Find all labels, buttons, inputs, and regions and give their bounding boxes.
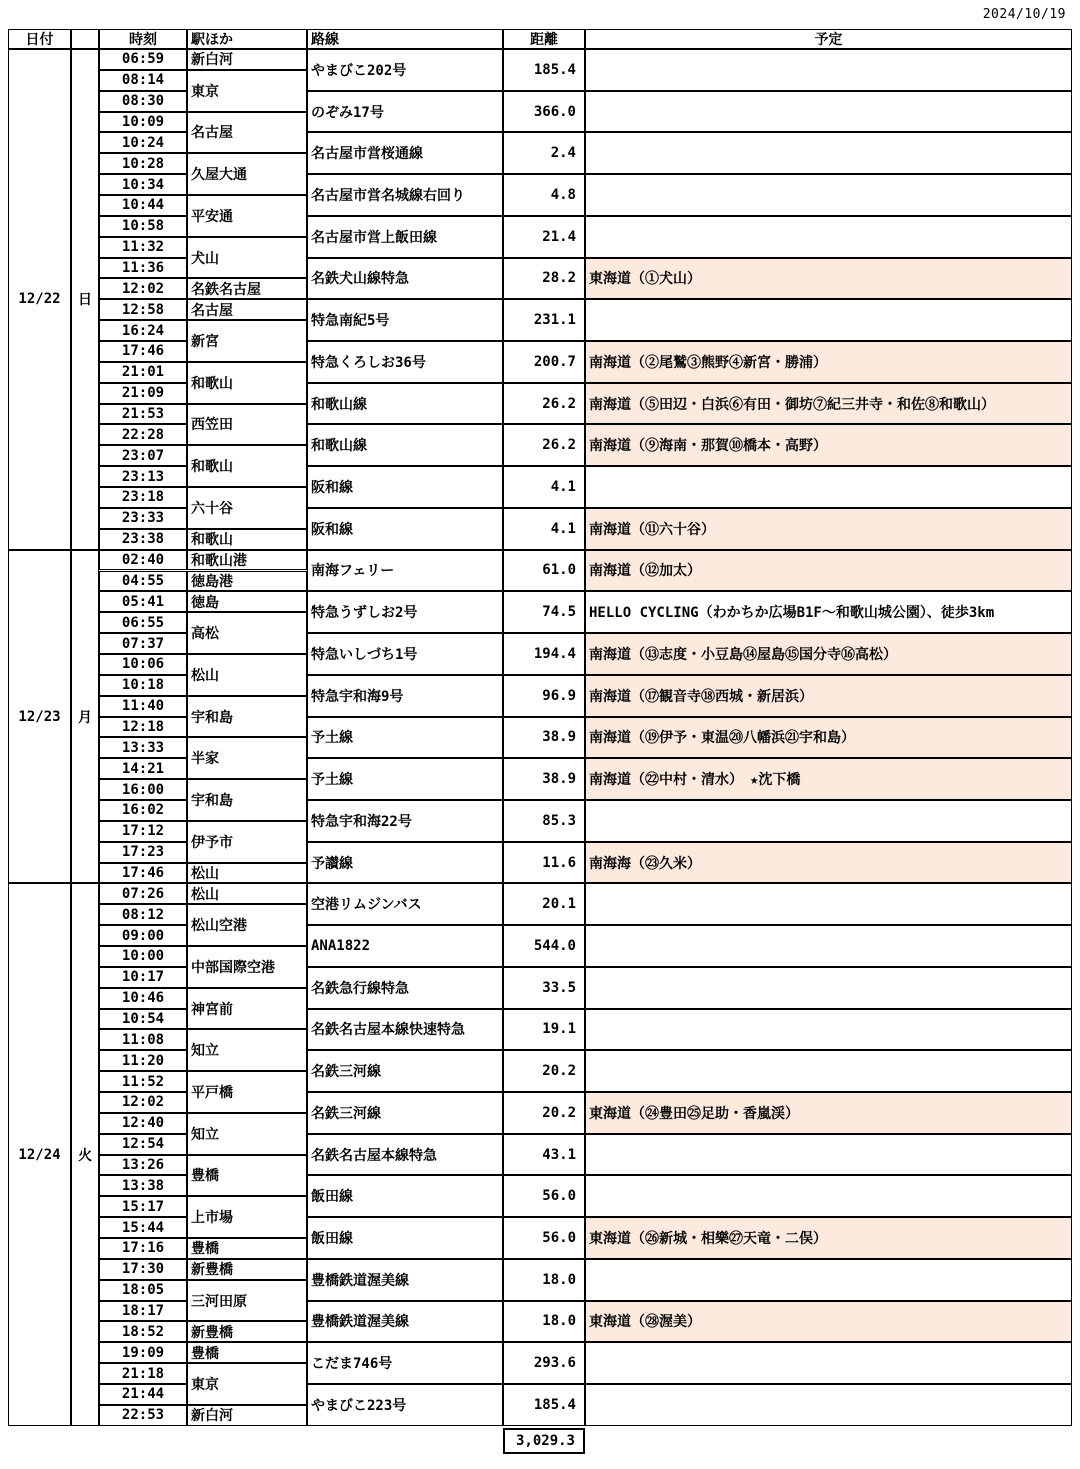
plan-cell xyxy=(585,91,1072,133)
distance-cell: 28.2 xyxy=(503,258,585,300)
time-cell: 09:00 xyxy=(99,925,187,946)
plan-cell xyxy=(585,216,1072,258)
distance-cell: 38.9 xyxy=(503,758,585,800)
plan-cell xyxy=(585,967,1072,1009)
time-cell: 18:17 xyxy=(99,1301,187,1322)
station-cell: 和歌山港 xyxy=(187,550,307,571)
plan-cell xyxy=(585,1134,1072,1176)
distance-cell: 21.4 xyxy=(503,216,585,258)
station-cell: 松山 xyxy=(187,883,307,904)
station-cell: 徳島港 xyxy=(187,571,307,592)
time-cell: 22:28 xyxy=(99,424,187,445)
station-cell: 新宮 xyxy=(187,320,307,362)
distance-cell: 185.4 xyxy=(503,1384,585,1426)
time-cell: 18:52 xyxy=(99,1321,187,1342)
station-cell: 新豊橋 xyxy=(187,1259,307,1280)
distance-cell: 231.1 xyxy=(503,299,585,341)
time-cell: 21:18 xyxy=(99,1363,187,1384)
route-cell: 名鉄三河線 xyxy=(307,1092,503,1134)
station-cell: 中部国際空港 xyxy=(187,946,307,988)
time-cell: 06:55 xyxy=(99,612,187,633)
route-cell: 南海フェリー xyxy=(307,550,503,592)
distance-cell: 200.7 xyxy=(503,341,585,383)
time-cell: 21:09 xyxy=(99,383,187,404)
plan-cell xyxy=(585,1342,1072,1384)
plan-cell xyxy=(585,49,1072,91)
route-cell: 名古屋市営桜通線 xyxy=(307,132,503,174)
distance-cell: 56.0 xyxy=(503,1217,585,1259)
route-cell: 飯田線 xyxy=(307,1217,503,1259)
route-cell: ANA1822 xyxy=(307,925,503,967)
time-cell: 13:26 xyxy=(99,1155,187,1176)
station-cell: 松山空港 xyxy=(187,904,307,946)
route-cell: 阪和線 xyxy=(307,508,503,550)
station-cell: 平安通 xyxy=(187,195,307,237)
station-cell: 知立 xyxy=(187,1029,307,1071)
distance-cell: 194.4 xyxy=(503,633,585,675)
plan-cell xyxy=(585,299,1072,341)
time-cell: 10:28 xyxy=(99,153,187,174)
route-cell: 豊橋鉄道渥美線 xyxy=(307,1301,503,1343)
header-plan: 予定 xyxy=(585,29,1072,49)
time-cell: 21:53 xyxy=(99,404,187,425)
route-cell: 予讃線 xyxy=(307,842,503,884)
distance-cell: 2.4 xyxy=(503,132,585,174)
plan-cell xyxy=(585,883,1072,925)
distance-cell: 33.5 xyxy=(503,967,585,1009)
station-cell: 松山 xyxy=(187,654,307,696)
time-cell: 22:53 xyxy=(99,1405,187,1426)
time-cell: 10:24 xyxy=(99,132,187,153)
route-cell: 名鉄名古屋本線特急 xyxy=(307,1134,503,1176)
header-date: 日付 xyxy=(8,29,71,49)
distance-cell: 38.9 xyxy=(503,717,585,759)
time-cell: 17:12 xyxy=(99,821,187,842)
station-cell: 伊予市 xyxy=(187,821,307,863)
station-cell: 神宮前 xyxy=(187,988,307,1030)
time-cell: 04:55 xyxy=(99,571,187,592)
station-cell: 新白河 xyxy=(187,1405,307,1426)
document-date: 2024/10/19 xyxy=(982,7,1066,22)
time-cell: 17:46 xyxy=(99,341,187,362)
plan-cell: HELLO CYCLING（わかちか広場B1F～和歌山城公園）、徒歩3km xyxy=(585,591,1072,633)
time-cell: 02:40 xyxy=(99,550,187,571)
plan-cell: 南海道（⑰観音寺⑱西城・新居浜） xyxy=(585,675,1072,717)
station-cell: 新白河 xyxy=(187,49,307,70)
time-cell: 16:00 xyxy=(99,779,187,800)
route-cell: やまびこ202号 xyxy=(307,49,503,91)
plan-cell xyxy=(585,1050,1072,1092)
route-cell: 名鉄三河線 xyxy=(307,1050,503,1092)
distance-cell: 4.1 xyxy=(503,466,585,508)
day-date: 12/23 xyxy=(8,550,71,884)
header-distance: 距離 xyxy=(503,29,585,49)
time-cell: 17:30 xyxy=(99,1259,187,1280)
station-cell: 松山 xyxy=(187,863,307,884)
time-cell: 11:52 xyxy=(99,1071,187,1092)
distance-cell: 185.4 xyxy=(503,49,585,91)
station-cell: 犬山 xyxy=(187,237,307,279)
time-cell: 21:44 xyxy=(99,1384,187,1405)
time-cell: 12:18 xyxy=(99,717,187,738)
route-cell: こだま746号 xyxy=(307,1342,503,1384)
time-cell: 13:33 xyxy=(99,737,187,758)
station-cell: 平戸橋 xyxy=(187,1071,307,1113)
route-cell: 特急うずしお2号 xyxy=(307,591,503,633)
route-cell: 和歌山線 xyxy=(307,383,503,425)
distance-cell: 43.1 xyxy=(503,1134,585,1176)
station-cell: 名古屋 xyxy=(187,299,307,320)
time-cell: 16:02 xyxy=(99,800,187,821)
route-cell: やまびこ223号 xyxy=(307,1384,503,1426)
distance-cell: 20.2 xyxy=(503,1092,585,1134)
time-cell: 11:20 xyxy=(99,1050,187,1071)
time-cell: 12:58 xyxy=(99,299,187,320)
time-cell: 19:09 xyxy=(99,1342,187,1363)
time-cell: 16:24 xyxy=(99,320,187,341)
station-cell: 東京 xyxy=(187,70,307,112)
station-cell: 六十谷 xyxy=(187,487,307,529)
day-weekday: 月 xyxy=(71,550,99,884)
time-cell: 07:37 xyxy=(99,633,187,654)
station-cell: 高松 xyxy=(187,612,307,654)
time-cell: 11:08 xyxy=(99,1029,187,1050)
header-weekday xyxy=(71,29,99,49)
plan-cell xyxy=(585,1259,1072,1301)
distance-cell: 11.6 xyxy=(503,842,585,884)
plan-cell: 南海道（②尾鷲③熊野④新宮・勝浦） xyxy=(585,341,1072,383)
time-cell: 15:17 xyxy=(99,1196,187,1217)
distance-cell: 26.2 xyxy=(503,383,585,425)
station-cell: 徳島 xyxy=(187,591,307,612)
route-cell: 予土線 xyxy=(307,758,503,800)
station-cell: 豊橋 xyxy=(187,1342,307,1363)
route-cell: 名鉄名古屋本線快速特急 xyxy=(307,1009,503,1051)
plan-cell: 東海道（㉖新城・相樂㉗天竜・二俣） xyxy=(585,1217,1072,1259)
distance-cell: 544.0 xyxy=(503,925,585,967)
plan-cell xyxy=(585,925,1072,967)
route-cell: 名古屋市営名城線右回り xyxy=(307,174,503,216)
distance-cell: 56.0 xyxy=(503,1175,585,1217)
route-cell: 特急くろしお36号 xyxy=(307,341,503,383)
header-route: 路線 xyxy=(307,29,503,49)
station-cell: 豊橋 xyxy=(187,1238,307,1259)
header-time: 時刻 xyxy=(99,29,187,49)
plan-cell xyxy=(585,1009,1072,1051)
time-cell: 10:00 xyxy=(99,946,187,967)
time-cell: 13:38 xyxy=(99,1175,187,1196)
distance-cell: 74.5 xyxy=(503,591,585,633)
distance-cell: 4.8 xyxy=(503,174,585,216)
time-cell: 10:18 xyxy=(99,675,187,696)
plan-cell xyxy=(585,466,1072,508)
time-cell: 10:06 xyxy=(99,654,187,675)
time-cell: 23:13 xyxy=(99,466,187,487)
route-cell: のぞみ17号 xyxy=(307,91,503,133)
time-cell: 15:44 xyxy=(99,1217,187,1238)
distance-cell: 293.6 xyxy=(503,1342,585,1384)
time-cell: 12:54 xyxy=(99,1134,187,1155)
station-cell: 半家 xyxy=(187,737,307,779)
time-cell: 08:30 xyxy=(99,91,187,112)
plan-cell: 南海道（⑫加太） xyxy=(585,550,1072,592)
plan-cell: 東海道（㉘渥美） xyxy=(585,1301,1072,1343)
route-cell: 予土線 xyxy=(307,717,503,759)
time-cell: 21:01 xyxy=(99,362,187,383)
distance-cell: 20.2 xyxy=(503,1050,585,1092)
time-cell: 10:54 xyxy=(99,1009,187,1030)
day-date: 12/24 xyxy=(8,883,71,1425)
plan-cell: 南海道（⑲伊予・東温⑳八幡浜㉑宇和島） xyxy=(585,717,1072,759)
station-cell: 上市場 xyxy=(187,1196,307,1238)
plan-cell: 南海道（⑬志度・小豆島⑭屋島⑮国分寺⑯高松） xyxy=(585,633,1072,675)
distance-cell: 96.9 xyxy=(503,675,585,717)
distance-cell: 18.0 xyxy=(503,1301,585,1343)
route-cell: 名古屋市営上飯田線 xyxy=(307,216,503,258)
route-cell: 特急南紀5号 xyxy=(307,299,503,341)
station-cell: 宇和島 xyxy=(187,696,307,738)
time-cell: 10:44 xyxy=(99,195,187,216)
route-cell: 空港リムジンバス xyxy=(307,883,503,925)
time-cell: 12:02 xyxy=(99,278,187,299)
station-cell: 三河田原 xyxy=(187,1280,307,1322)
distance-cell: 366.0 xyxy=(503,91,585,133)
station-cell: 西笠田 xyxy=(187,404,307,446)
route-cell: 特急宇和海22号 xyxy=(307,800,503,842)
route-cell: 特急いしづち1号 xyxy=(307,633,503,675)
time-cell: 10:17 xyxy=(99,967,187,988)
station-cell: 名古屋 xyxy=(187,112,307,154)
station-cell: 豊橋 xyxy=(187,1155,307,1197)
time-cell: 10:34 xyxy=(99,174,187,195)
day-weekday: 火 xyxy=(71,883,99,1425)
time-cell: 08:14 xyxy=(99,70,187,91)
time-cell: 10:46 xyxy=(99,988,187,1009)
plan-cell: 東海道（①犬山） xyxy=(585,258,1072,300)
time-cell: 11:32 xyxy=(99,237,187,258)
time-cell: 10:09 xyxy=(99,112,187,133)
time-cell: 05:41 xyxy=(99,591,187,612)
route-cell: 阪和線 xyxy=(307,466,503,508)
plan-cell: 南海海（㉓久米） xyxy=(585,842,1072,884)
plan-cell: 東海道（㉔豊田㉕足助・香嵐渓） xyxy=(585,1092,1072,1134)
plan-cell: 南海道（⑨海南・那賀⑩橋本・高野） xyxy=(585,424,1072,466)
day-date: 12/22 xyxy=(8,49,71,550)
time-cell: 06:59 xyxy=(99,49,187,70)
route-cell: 飯田線 xyxy=(307,1175,503,1217)
time-cell: 11:40 xyxy=(99,696,187,717)
route-cell: 名鉄犬山線特急 xyxy=(307,258,503,300)
time-cell: 23:33 xyxy=(99,508,187,529)
route-cell: 特急宇和海9号 xyxy=(307,675,503,717)
station-cell: 久屋大通 xyxy=(187,153,307,195)
station-cell: 和歌山 xyxy=(187,529,307,550)
distance-cell: 20.1 xyxy=(503,883,585,925)
time-cell: 17:23 xyxy=(99,842,187,863)
time-cell: 10:58 xyxy=(99,216,187,237)
distance-cell: 61.0 xyxy=(503,550,585,592)
plan-cell xyxy=(585,800,1072,842)
time-cell: 23:07 xyxy=(99,445,187,466)
plan-cell: 南海道（㉒中村・清水） ★沈下橋 xyxy=(585,758,1072,800)
plan-cell xyxy=(585,174,1072,216)
day-weekday: 日 xyxy=(71,49,99,550)
time-cell: 12:02 xyxy=(99,1092,187,1113)
station-cell: 東京 xyxy=(187,1363,307,1405)
time-cell: 23:38 xyxy=(99,529,187,550)
time-cell: 17:46 xyxy=(99,863,187,884)
time-cell: 23:18 xyxy=(99,487,187,508)
station-cell: 宇和島 xyxy=(187,779,307,821)
station-cell: 和歌山 xyxy=(187,362,307,404)
station-cell: 名鉄名古屋 xyxy=(187,278,307,299)
plan-cell: 南海道（⑤田辺・白浜⑥有田・御坊⑦紀三井寺・和佐⑧和歌山） xyxy=(585,383,1072,425)
plan-cell xyxy=(585,1175,1072,1217)
time-cell: 12:40 xyxy=(99,1113,187,1134)
time-cell: 08:12 xyxy=(99,904,187,925)
time-cell: 11:36 xyxy=(99,258,187,279)
total-distance: 3,029.3 xyxy=(503,1428,585,1454)
distance-cell: 19.1 xyxy=(503,1009,585,1051)
route-cell: 豊橋鉄道渥美線 xyxy=(307,1259,503,1301)
plan-cell xyxy=(585,1384,1072,1426)
distance-cell: 26.2 xyxy=(503,424,585,466)
time-cell: 18:05 xyxy=(99,1280,187,1301)
time-cell: 07:26 xyxy=(99,883,187,904)
station-cell: 和歌山 xyxy=(187,445,307,487)
time-cell: 17:16 xyxy=(99,1238,187,1259)
distance-cell: 85.3 xyxy=(503,800,585,842)
station-cell: 知立 xyxy=(187,1113,307,1155)
plan-cell xyxy=(585,132,1072,174)
distance-cell: 4.1 xyxy=(503,508,585,550)
route-cell: 和歌山線 xyxy=(307,424,503,466)
header-station: 駅ほか xyxy=(187,29,307,49)
distance-cell: 18.0 xyxy=(503,1259,585,1301)
route-cell: 名鉄急行線特急 xyxy=(307,967,503,1009)
plan-cell: 南海道（⑪六十谷） xyxy=(585,508,1072,550)
time-cell: 14:21 xyxy=(99,758,187,779)
station-cell: 新豊橋 xyxy=(187,1321,307,1342)
